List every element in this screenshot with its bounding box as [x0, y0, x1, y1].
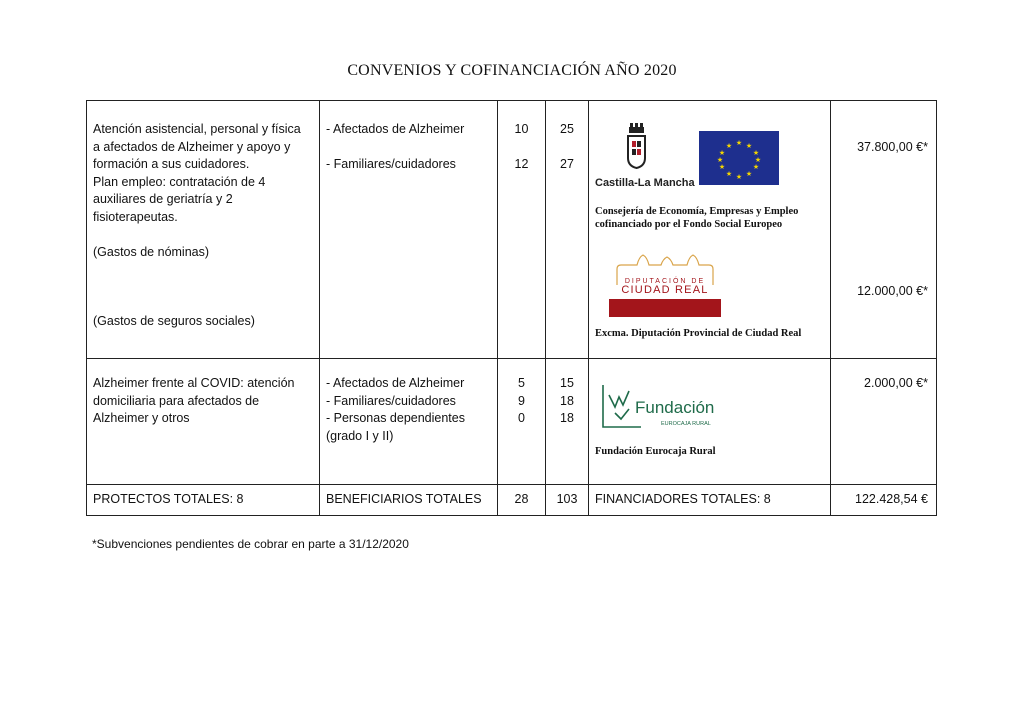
beneficiaries-cell [320, 359, 498, 485]
description-line: Atención asistencial, personal y física [93, 122, 301, 136]
count-value: 12 [514, 157, 529, 171]
count-value: 5 [518, 376, 525, 390]
diputacion-logo-line1: DIPUTACIÓN DE [624, 278, 706, 285]
funders-cell [589, 101, 831, 359]
beneficiary-item: (grado I y II) [326, 428, 394, 443]
count-a-total: 28 [498, 485, 546, 516]
svg-text:★: ★ [745, 170, 753, 178]
svg-text:★: ★ [725, 142, 733, 150]
description-line: formación a sus cuidadores. [93, 157, 250, 171]
svg-text:★: ★ [752, 149, 760, 157]
eu-flag-icon [699, 131, 779, 185]
gastos-nominas: (Gastos de nóminas) [93, 244, 210, 259]
svg-text:★: ★ [745, 142, 753, 150]
table-row [87, 359, 937, 485]
beneficiaries-cell [320, 101, 498, 359]
count-b-total: 103 [546, 485, 589, 516]
count-value: 25 [560, 122, 574, 136]
count-value: 18 [560, 393, 574, 408]
svg-text:★: ★ [735, 139, 743, 147]
amount-value: 2.000,00 €* [864, 376, 928, 390]
svg-text:★: ★ [754, 156, 762, 164]
caption-line: Consejería de Economía, Empresas y Empleo [595, 206, 799, 217]
description-line: fisioterapeutas. [93, 209, 178, 224]
count-value: 15 [560, 376, 574, 390]
count-value: 27 [560, 157, 574, 171]
funders-cell [589, 359, 831, 485]
project-description [87, 101, 320, 359]
beneficiary-item: - Afectados de Alzheimer [326, 376, 465, 390]
count-value: 18 [560, 411, 574, 425]
svg-text:★: ★ [716, 156, 724, 164]
amount-cell [831, 101, 937, 359]
count-a-cell [498, 101, 546, 359]
funder-caption: Fundación Eurocaja Rural [595, 446, 716, 457]
totals-row [87, 485, 937, 516]
description-line: auxiliares de geriatría y 2 [93, 192, 233, 206]
page-title: CONVENIOS Y COFINANCIACIÓN AÑO 2020 [347, 62, 677, 79]
table-row [87, 101, 937, 359]
description-line: a afectados de Alzheimer y apoyo y [93, 139, 291, 154]
description-line: Alzheimer y otros [93, 411, 190, 425]
amount-total: 122.428,54 € [831, 485, 937, 516]
diputacion-logo-line2: CIUDAD REAL [621, 284, 709, 296]
svg-text:★: ★ [735, 173, 743, 181]
svg-text:★: ★ [718, 163, 726, 171]
fundacion-logo-name: Fundación [635, 398, 715, 417]
beneficiaries-total-label: BENEFICIARIOS TOTALES [320, 485, 498, 516]
amount-value: 12.000,00 €* [857, 284, 928, 298]
caption-line: cofinanciado por el Fondo Social Europeo [595, 219, 783, 230]
beneficiary-item: - Personas dependientes [326, 411, 465, 425]
count-a-cell [498, 359, 546, 485]
agreements-table [86, 100, 937, 516]
svg-text:★: ★ [725, 170, 733, 178]
castilla-la-mancha-logo-text: Castilla-La Mancha [595, 177, 695, 189]
projects-total: PROTECTOS TOTALES: 8 [87, 485, 320, 516]
project-description [87, 359, 320, 485]
svg-text:★: ★ [752, 163, 760, 171]
castilla-la-mancha-logo [597, 123, 689, 183]
description-line: domiciliaria para afectados de [93, 393, 260, 408]
funder-caption: Excma. Diputación Provincial de Ciudad Real [595, 328, 802, 339]
svg-text:★: ★ [718, 149, 726, 157]
diputacion-ciudad-real-logo [609, 251, 721, 319]
description-line: Alzheimer frente al COVID: atención [93, 376, 295, 390]
description-line: Plan empleo: contratación de 4 [93, 174, 266, 189]
fundacion-logo-sub: EUROCAJA RURAL [661, 421, 711, 427]
count-b-cell [546, 101, 589, 359]
count-value: 9 [518, 393, 525, 408]
funder-caption [595, 205, 825, 231]
beneficiary-item: - Familiares/cuidadores [326, 393, 456, 408]
fundacion-eurocaja-logo [601, 383, 731, 435]
gastos-seguros: (Gastos de seguros sociales) [93, 314, 255, 328]
count-b-cell [546, 359, 589, 485]
amount-cell [831, 359, 937, 485]
count-value: 10 [514, 122, 529, 136]
beneficiary-item: - Afectados de Alzheimer [326, 122, 465, 136]
footnote: *Subvenciones pendientes de cobrar en parte a 31/12/2020 [92, 537, 409, 551]
funders-total: FINANCIADORES TOTALES: 8 [589, 485, 831, 516]
count-value: 0 [518, 411, 525, 425]
amount-value: 37.800,00 €* [857, 140, 928, 154]
beneficiary-item: - Familiares/cuidadores [326, 157, 456, 171]
